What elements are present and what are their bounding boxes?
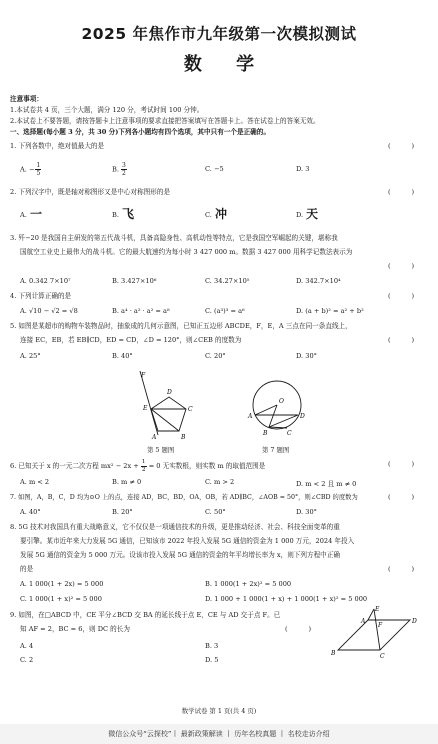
q1-option-b: B. $\frac{3}{2}$ bbox=[112, 162, 126, 177]
exam-title: 2025 年焦作市九年级第一次模拟测试 bbox=[81, 25, 357, 43]
fig5-line-ec bbox=[151, 409, 179, 431]
page-footer: 数学试卷 第 1 页(共 4 页) bbox=[181, 707, 257, 715]
q3-option-d: D. 342.7×10⁴ bbox=[296, 277, 341, 285]
q7-option-a: A. 40° bbox=[20, 508, 41, 516]
q4-stem: 4. 下列计算正确的是 bbox=[10, 292, 72, 300]
fig9-line-ec bbox=[374, 609, 380, 650]
q4-option-c: C. (a³)³ = a⁶ bbox=[205, 307, 245, 315]
q6-option-c: C. m > 2 bbox=[205, 478, 235, 486]
q7-option-b: B. 20° bbox=[112, 508, 133, 516]
fig9-line-ae bbox=[368, 609, 374, 620]
q6-option-a: A. m < 2 bbox=[20, 478, 50, 486]
bottom-banner: 微信公众号“云探校”丨 最新政策解读 丨 历年名校真题 丨 名校走访介绍 bbox=[0, 724, 438, 744]
fig5-label-d: D bbox=[167, 389, 172, 396]
fig7-label-b: B bbox=[263, 430, 268, 437]
q5-option-b: B. 40° bbox=[112, 352, 133, 360]
subject-title: 数 学 bbox=[183, 54, 269, 75]
q5-option-d: D. 30° bbox=[296, 352, 317, 360]
fig5-label-c: C bbox=[188, 406, 193, 413]
q2-option-b-label: B. bbox=[112, 211, 119, 219]
fig7-label-d: D bbox=[300, 413, 305, 420]
fig7-label-a: A bbox=[248, 413, 253, 420]
q1-option-d: D. 3 bbox=[296, 165, 310, 173]
notice-item-2: 2.本试卷上不要答题，请按答题卡上注意事项的要求直接把答案填写在答题卡上。答在试卷上的答案无效。 bbox=[10, 117, 320, 125]
fig7-caption: 第 7 题图 bbox=[262, 446, 290, 454]
q1-option-c: C. −5 bbox=[205, 165, 224, 173]
q8-line-4: 的是 bbox=[20, 565, 34, 573]
fig9-label-e: E bbox=[375, 606, 380, 613]
q7-option-d: D. 30° bbox=[296, 508, 317, 516]
q5-line-1: 5. 如图是某超市的购物车装物品时，抽象成的几何示意图，已知正五边形 ABCDE，F，E，A 三点在同一条直线上， bbox=[10, 322, 352, 330]
fig9-parallelogram-shape bbox=[338, 620, 410, 650]
q3-option-b: B. 3.427×10⁶ bbox=[112, 277, 157, 285]
q6-stem: 6. 已知关于 x 的一元二次方程 mx² − 2x + $\frac{1}{2}$ = 0 无实数根，则实数 m 的取值范围是 bbox=[10, 459, 266, 473]
q8-line-2: 要引擎。某市近年来大力发展 5G 通信，已知该市 2022 年投入发展 5G 通信的资金为 1 000 万元，2024 年投入 bbox=[20, 537, 355, 545]
section1-heading: 一、选择题(每小题 3 分，共 30 分)下列各小题均有四个选项，其中只有一个是正确的。 bbox=[10, 128, 270, 136]
notice-item-1: 1.本试卷共 4 页，三个大题，满分 120 分，考试时间 100 分钟。 bbox=[10, 106, 204, 114]
q3-bracket: ( ) bbox=[388, 262, 415, 270]
fig5-label-b: B bbox=[181, 434, 186, 441]
q5-option-c: C. 20° bbox=[205, 352, 226, 360]
q1-stem: 1. 下列各数中，绝对值最大的是 bbox=[10, 142, 105, 150]
q5-bracket: ( ) bbox=[388, 336, 415, 344]
q1-bracket: ( ) bbox=[388, 142, 415, 150]
q4-option-d: D. (a + b)² = a² + b² bbox=[296, 307, 364, 315]
q6-option-d: D. m < 2 且 m ≠ 0 bbox=[296, 480, 357, 488]
figure-7-circle bbox=[243, 362, 311, 444]
fig5-line-fa bbox=[140, 371, 158, 435]
q4-option-b: B. a⁴ · a² · a² = a⁸ bbox=[112, 307, 170, 315]
fig9-label-d: D bbox=[412, 618, 417, 625]
q2-option-d-char: 天 bbox=[306, 207, 319, 221]
q9-line-2: 知 AF = 2，BC = 6，则 DC 的长为 bbox=[20, 625, 130, 633]
q2-option-d-label: D. bbox=[296, 211, 304, 219]
q3-line-2: 国航空工业史上最伟大的战斗机。它的最大航速约为每小时 3 427 000 m。数据 3 427 000 用科学记数法表示为 bbox=[20, 248, 353, 256]
q8-bracket: ( ) bbox=[388, 565, 415, 573]
q5-option-a: A. 25° bbox=[20, 352, 41, 360]
fig7-line-bc bbox=[269, 427, 287, 428]
q8-option-c: C. 1 000(1 + x)² = 5 000 bbox=[20, 595, 102, 603]
q9-option-a: A. 4 bbox=[20, 642, 34, 650]
q9-option-d: D. 5 bbox=[205, 656, 219, 664]
q5-line-2: 连接 EC，EB，若 EB∥CD，ED = CD，∠D = 120°，则∠CEB 的度数为 bbox=[20, 336, 242, 344]
q9-option-b: B. 3 bbox=[205, 642, 219, 650]
q8-option-a: A. 1 000(1 + 2x) = 5 000 bbox=[20, 580, 104, 588]
fig7-label-o: O bbox=[279, 398, 284, 405]
fig9-label-b: B bbox=[331, 650, 336, 657]
q2-option-b-char: 飞 bbox=[122, 207, 135, 221]
q9-bracket: ( ) bbox=[285, 625, 312, 633]
fig9-label-a: A bbox=[361, 618, 366, 625]
q8-option-d: D. 1 000 + 1 000(1 + x) + 1 000(1 + x)² = 5 000 bbox=[205, 595, 368, 603]
fig9-label-f: F bbox=[378, 622, 383, 629]
q4-bracket: ( ) bbox=[388, 292, 415, 300]
fig5-label-e: E bbox=[143, 405, 148, 412]
q3-option-a: A. 0.342 7×10⁷ bbox=[20, 277, 71, 285]
q2-option-a-label: A. bbox=[20, 211, 27, 219]
q3-line-1: 3. 歼−20 是我国自主研发的第五代战斗机，具备高隐身性、高机动性等特点，它是我国空军崛起的关键，堪称我 bbox=[10, 234, 338, 242]
fig7-line-bd bbox=[269, 415, 298, 427]
q2-bracket: ( ) bbox=[388, 188, 415, 196]
fig5-label-a: A bbox=[152, 434, 157, 441]
fig7-label-c: C bbox=[287, 430, 292, 437]
figure-9-parallelogram bbox=[318, 605, 430, 667]
fig9-label-c: C bbox=[380, 653, 385, 660]
q8-line-1: 8. 5G 技术对我国具有重大战略意义，它不仅仅是一项通信技术的升级，更是推动经济、社会、科技全面变革的重 bbox=[10, 523, 340, 531]
q7-stem: 7. 如图，A，B，C，D 均为⊙O 上的点，连接 AD，BC，BD，OA，OB，若 AD∥BC，∠AOB = 50°，则∠CBD 的度数为 bbox=[10, 494, 358, 501]
q9-line-1: 9. 如图，在□ABCD 中，CE 平分∠BCD 交 BA 的延长线于点 E，CE 与 AD 交于点 F。已 bbox=[10, 611, 281, 619]
q6-option-b: B. m ≠ 0 bbox=[112, 478, 142, 486]
figure-5-pentagon bbox=[130, 365, 200, 445]
q6-bracket: ( ) bbox=[388, 460, 415, 468]
q2-option-c-char: 冲 bbox=[215, 207, 228, 221]
q9-option-c: C. 2 bbox=[20, 656, 34, 664]
q7-bracket: ( ) bbox=[388, 493, 415, 501]
q3-option-c: C. 34.27×10⁵ bbox=[205, 277, 250, 285]
q8-option-b: B. 1 000(1 + 2x)² = 5 000 bbox=[205, 580, 292, 588]
fig5-pentagon-shape bbox=[151, 397, 186, 431]
q4-option-a: A. √10 − √2 = √8 bbox=[20, 307, 78, 315]
fig5-label-f: F bbox=[141, 372, 146, 379]
q7-option-c: C. 50° bbox=[205, 508, 226, 516]
q8-line-3: 发展 5G 通信的资金为 5 000 万元。设该市投入发展 5G 通信的资金的年平均增长率为 x，则下列方程中正确 bbox=[20, 551, 340, 559]
notice-heading: 注意事项： bbox=[10, 95, 43, 103]
q2-option-a-char: 一 bbox=[30, 207, 43, 221]
fig5-caption: 第 5 题图 bbox=[147, 446, 175, 454]
q1-option-a: A. − $\frac{1}{5}$ bbox=[20, 162, 41, 177]
q2-option-c-label: C. bbox=[205, 211, 212, 219]
q2-stem: 2. 下列汉字中，既是轴对称图形又是中心对称图形的是 bbox=[10, 188, 171, 196]
